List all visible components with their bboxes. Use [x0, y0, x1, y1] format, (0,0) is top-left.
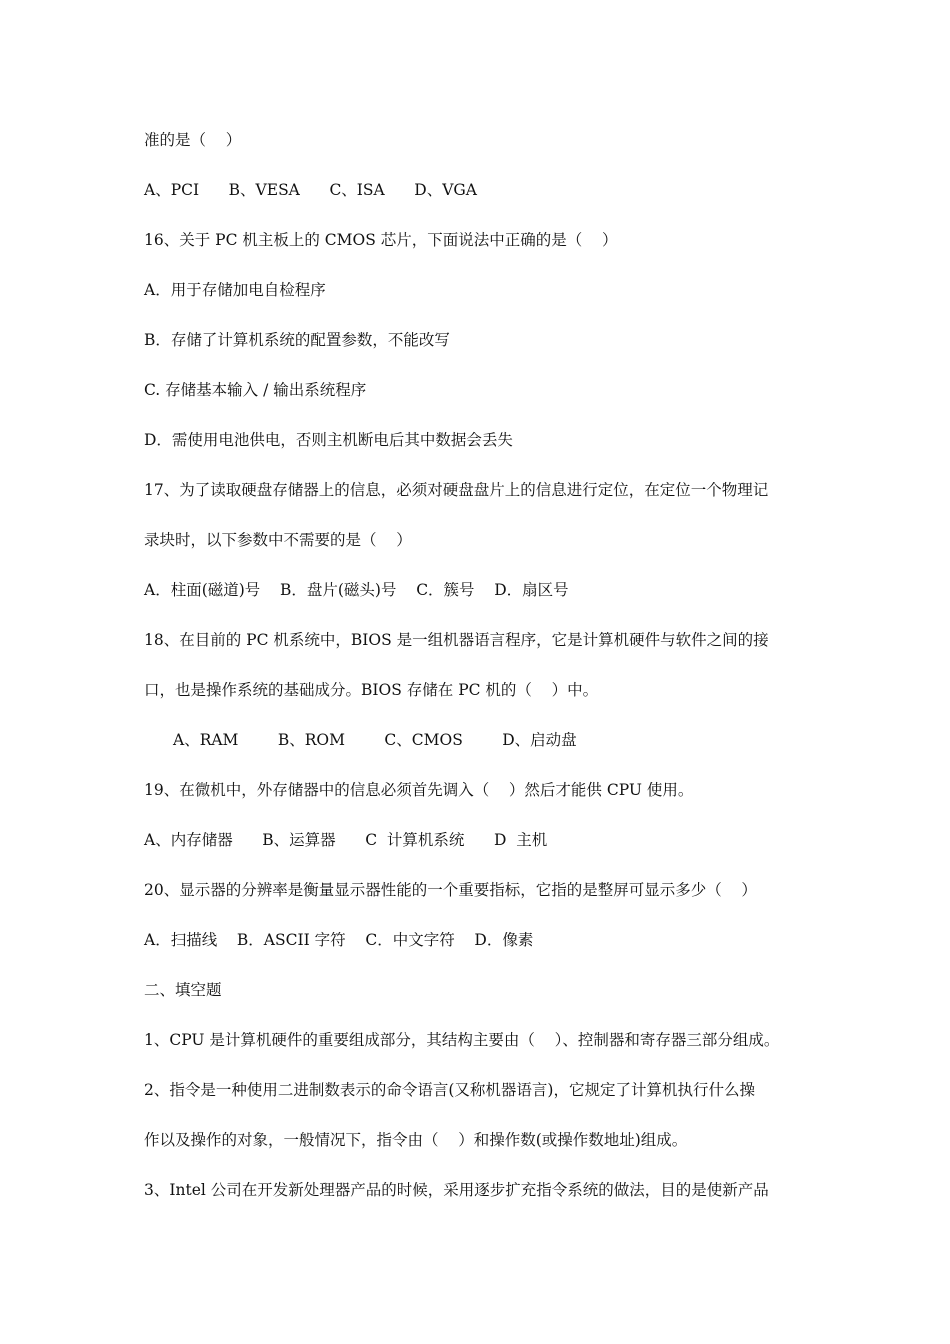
- question-16-stem: 16、关于 PC 机主板上的 CMOS 芯片，下面说法中正确的是（ ）: [144, 231, 618, 249]
- question-20-options: A．扫描线 B．ASCII 字符 C．中文字符 D．像素: [144, 931, 534, 949]
- fill-in-question-3-line-1: 3、Intel 公司在开发新处理器产品的时候，采用逐步扩充指令系统的做法，目的是使新产品: [144, 1181, 769, 1199]
- question-18-options: A、RAM B、ROM C、CMOS D、启动盘: [173, 731, 577, 749]
- question-15-options: A、PCI B、VESA C、ISA D、VGA: [144, 181, 477, 199]
- question-20-stem: 20、显示器的分辨率是衡量显示器性能的一个重要指标，它指的是整屏可显示多少（ ）: [144, 881, 757, 899]
- fill-in-question-1: 1、CPU 是计算机硬件的重要组成部分，其结构主要由（ ）、控制器和寄存器三部分组成。: [144, 1031, 780, 1049]
- question-18-stem-line-2: 口，也是操作系统的基础成分。BIOS 存储在 PC 机的（ ）中。: [144, 681, 599, 699]
- question-19-options: A、内存储器 B、运算器 C 计算机系统 D 主机: [144, 831, 548, 849]
- question-16-option-b: B．存储了计算机系统的配置参数，不能改写: [144, 331, 450, 349]
- question-17-options: A．柱面(磁道)号 B．盘片(磁头)号 C．簇号 D．扇区号: [144, 581, 569, 599]
- fill-in-question-2-line-2: 作以及操作的对象，一般情况下，指令由（ ）和操作数(或操作数地址)组成。: [144, 1131, 688, 1149]
- question-19-stem: 19、在微机中，外存储器中的信息必须首先调入（ ）然后才能供 CPU 使用。: [144, 781, 694, 799]
- section-heading-fill-in: 二、填空题: [144, 981, 222, 999]
- question-17-stem-line-2: 录块时，以下参数中不需要的是（ ）: [144, 531, 412, 549]
- question-17-stem-line-1: 17、为了读取硬盘存储器上的信息，必须对硬盘盘片上的信息进行定位，在定位一个物理记: [144, 481, 769, 499]
- question-15-continuation: 准的是（ ）: [144, 131, 242, 149]
- question-16-option-c: C. 存储基本输入 / 输出系统程序: [144, 381, 367, 399]
- question-18-stem-line-1: 18、在目前的 PC 机系统中，BIOS 是一组机器语言程序，它是计算机硬件与软件之间的接: [144, 631, 769, 649]
- question-16-option-a: A．用于存储加电自检程序: [144, 281, 326, 299]
- question-16-option-d: D．需使用电池供电，否则主机断电后其中数据会丢失: [144, 431, 513, 449]
- fill-in-question-2-line-1: 2、指令是一种使用二进制数表示的命令语言(又称机器语言)，它规定了计算机执行什么操: [144, 1081, 755, 1099]
